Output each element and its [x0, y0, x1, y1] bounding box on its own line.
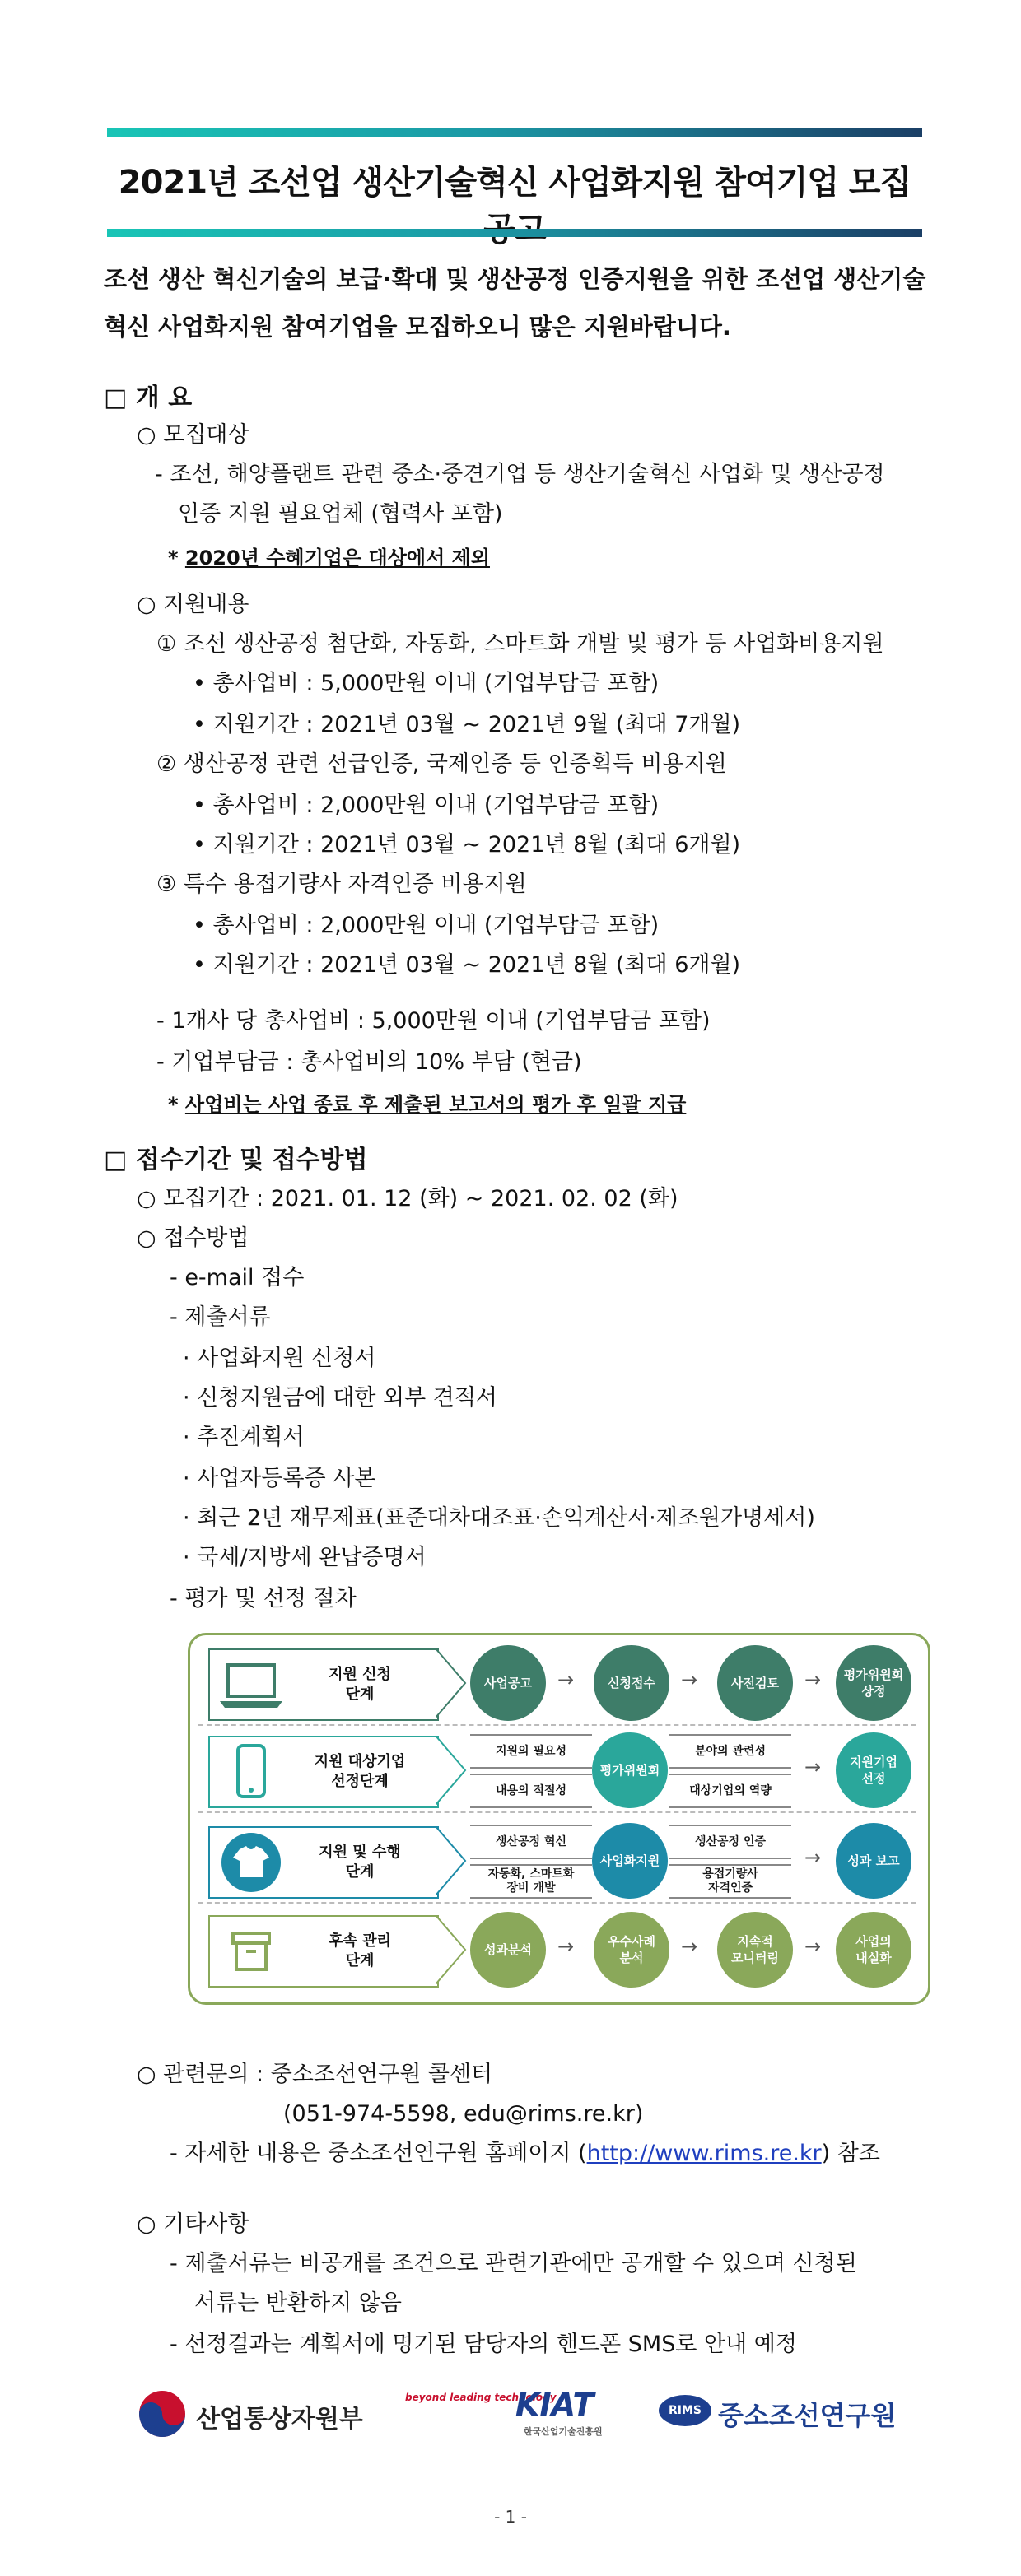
criterion: 자동화, 스마트화 장비 개발: [470, 1864, 592, 1899]
criterion: 용접기량사 자격인증: [669, 1864, 791, 1899]
rims-logo: [659, 2390, 922, 2439]
target-note: * 2020년 수혜기업은 대상에서 제외: [168, 546, 490, 570]
process-center: 평가위원회: [592, 1732, 668, 1808]
process-center: 사업화지원: [592, 1823, 668, 1899]
cap-line: - 1개사 당 총사업비 : 5,000만원 이내 (기업부담금 포함): [156, 1008, 711, 1034]
title-top-bar: [107, 128, 922, 137]
stage-label: 지원 신청 단계: [329, 1666, 391, 1703]
support-item-3: ③ 특수 용접기량사 자격인증 비용지원: [156, 872, 527, 897]
motie-logo-text: 산업통상자원부: [196, 2405, 363, 2434]
arrow-icon: →: [681, 1668, 698, 1691]
target-line-2: 인증 지원 필요업체 (협력사 포함): [178, 501, 503, 527]
diagram-row-selection: [198, 1732, 916, 1813]
homepage-link[interactable]: http://www.rims.re.kr: [586, 2141, 822, 2166]
contact-line-3: - 자세한 내용은 중소조선연구원 홈페이지 (http://www.rims.re.kr) 참조: [170, 2141, 880, 2166]
laptop-icon: [210, 1650, 292, 1719]
rims-badge: RIMS: [659, 2395, 711, 2426]
arrow-icon: →: [804, 1935, 822, 1958]
process-step: 성과분석: [470, 1912, 546, 1988]
doc-item: · 사업화지원 신청서: [183, 1346, 376, 1371]
process-step: 신청접수: [594, 1645, 669, 1721]
contact-line-2: (051-974-5598, edu@rims.re.kr): [283, 2101, 644, 2127]
target-heading: ○ 모집대상: [137, 422, 249, 448]
doc-item: · 최근 2년 재무제표(표준대차대조표·손익계산서·제조원가명세서): [183, 1505, 815, 1531]
stage-box: [208, 1915, 439, 1988]
page-title: 2021년 조선업 생산기술혁신 사업화지원 참여기업 모집: [118, 164, 911, 202]
motie-logo: [137, 2387, 384, 2444]
stage-label: 후속 관리 단계: [329, 1932, 391, 1969]
section-overview-heading: □ 개 요: [104, 384, 193, 412]
diagram-row-execution: [198, 1823, 916, 1904]
section-application-heading: □ 접수기간 및 접수방법: [104, 1146, 368, 1174]
application-period: ○ 모집기간 : 2021. 01. 12 (화) ~ 2021. 02. 02 (화): [137, 1186, 678, 1211]
criterion: 지원의 필요성: [470, 1734, 592, 1769]
arrow-icon: →: [557, 1668, 575, 1691]
arrow-icon: →: [681, 1935, 698, 1958]
process-step: 사업공고: [470, 1645, 546, 1721]
arrow-icon: →: [804, 1755, 822, 1779]
support-item-1-cost: • 총사업비 : 5,000만원 이내 (기업부담금 포함): [193, 671, 660, 696]
box-icon: [210, 1917, 292, 1986]
process-step: 평가위원회 상정: [836, 1645, 911, 1721]
stage-box: [208, 1826, 439, 1899]
support-item-1: ① 조선 생산공정 첨단화, 자동화, 스마트화 개발 및 평가 등 사업화비용지원: [156, 631, 884, 657]
shirt-icon: [210, 1828, 292, 1897]
kiat-tagline: beyond leading technology: [405, 2392, 557, 2403]
stage-box: [208, 1648, 439, 1721]
support-item-1-period: • 지원기간 : 2021년 03월 ~ 2021년 9월 (최대 7개월): [193, 712, 741, 737]
support-item-2: ② 생산공정 관련 선급인증, 국제인증 등 인증획득 비용지원: [156, 751, 727, 777]
doc-item: · 사업자등록증 사본: [183, 1466, 376, 1491]
diagram-row-followup: [198, 1912, 916, 1988]
kiat-logo: [405, 2387, 627, 2444]
etc-heading: ○ 기타사항: [137, 2211, 249, 2237]
page-number: - 1 -: [494, 2507, 527, 2527]
kiat-logo-text: KIAT: [515, 2387, 594, 2423]
pay-note: * 사업비는 사업 종료 후 제출된 보고서의 평가 후 일괄 지급: [168, 1093, 687, 1116]
arrow-icon: →: [557, 1935, 575, 1958]
rims-logo-text: 중소조선연구원: [718, 2400, 897, 2431]
criterion: 내용의 적절성: [470, 1774, 592, 1808]
arrow-icon: →: [804, 1846, 822, 1869]
intro-text: 조선 생산 혁신기술의 보급·확대 및 생산공정 인증지원을 위한 조선업 생산기술혁신 사업화지원 참여기업을 모집하오니 많은 지원바랍니다.: [104, 265, 926, 341]
criterion: 분야의 관련성: [669, 1734, 791, 1769]
process-heading: - 평가 및 선정 절차: [170, 1586, 357, 1611]
contact-line-1: ○ 관련문의 : 중소조선연구원 콜센터: [137, 2062, 493, 2087]
arrow-icon: →: [804, 1668, 822, 1691]
criterion: 대상기업의 역량: [669, 1774, 791, 1808]
support-item-3-period: • 지원기간 : 2021년 03월 ~ 2021년 8월 (최대 6개월): [193, 952, 741, 978]
criterion: 생산공정 인증: [669, 1825, 791, 1859]
share-line: - 기업부담금 : 총사업비의 10% 부담 (현금): [156, 1049, 582, 1075]
etc-line-3: - 선정결과는 계획서에 명기된 담당자의 핸드폰 SMS로 안내 예정: [170, 2332, 797, 2357]
support-item-2-cost: • 총사업비 : 2,000만원 이내 (기업부담금 포함): [193, 793, 660, 818]
diagram-row-application: [198, 1645, 916, 1726]
support-item-2-period: • 지원기간 : 2021년 03월 ~ 2021년 8월 (최대 6개월): [193, 832, 741, 858]
doc-item: · 신청지원금에 대한 외부 견적서: [183, 1385, 497, 1411]
process-result: 지원기업 선정: [836, 1732, 911, 1808]
stage-label: 지원 대상기업 선정단계: [314, 1753, 406, 1790]
doc-item: · 국세/지방세 완납증명서: [183, 1545, 427, 1570]
title-bottom-bar: [107, 229, 922, 237]
taegeuk-icon: [137, 2388, 188, 2439]
etc-line-2: 서류는 반환하지 않음: [194, 2290, 402, 2316]
smartphone-icon: [210, 1737, 292, 1806]
etc-line-1: - 제출서류는 비공개를 조건으로 관련기관에만 공개할 수 있으며 신청된: [170, 2251, 857, 2276]
target-line-1: - 조선, 해양플랜트 관련 중소·중견기업 등 생산기술혁신 사업화 및 생산공정: [155, 462, 885, 487]
selection-process-diagram: [188, 1633, 930, 2005]
support-heading: ○ 지원내용: [137, 592, 249, 617]
method-heading: ○ 접수방법: [137, 1225, 249, 1251]
process-step: 우수사례 분석: [594, 1912, 669, 1988]
process-step: 사전검토: [717, 1645, 793, 1721]
docs-heading: - 제출서류: [170, 1304, 271, 1330]
email-line: - e-mail 접수: [170, 1265, 305, 1290]
criterion: 생산공정 혁신: [470, 1825, 592, 1859]
process-result: 성과 보고: [836, 1823, 911, 1899]
support-item-3-cost: • 총사업비 : 2,000만원 이내 (기업부담금 포함): [193, 913, 660, 938]
process-step: 지속적 모니터링: [717, 1912, 793, 1988]
stage-box: [208, 1736, 439, 1808]
doc-item: · 추진계획서: [183, 1425, 305, 1450]
process-step: 사업의 내실화: [836, 1912, 911, 1988]
kiat-sub: 한국산업기술진흥원: [524, 2426, 603, 2437]
stage-label: 지원 및 수행 단계: [319, 1844, 401, 1881]
